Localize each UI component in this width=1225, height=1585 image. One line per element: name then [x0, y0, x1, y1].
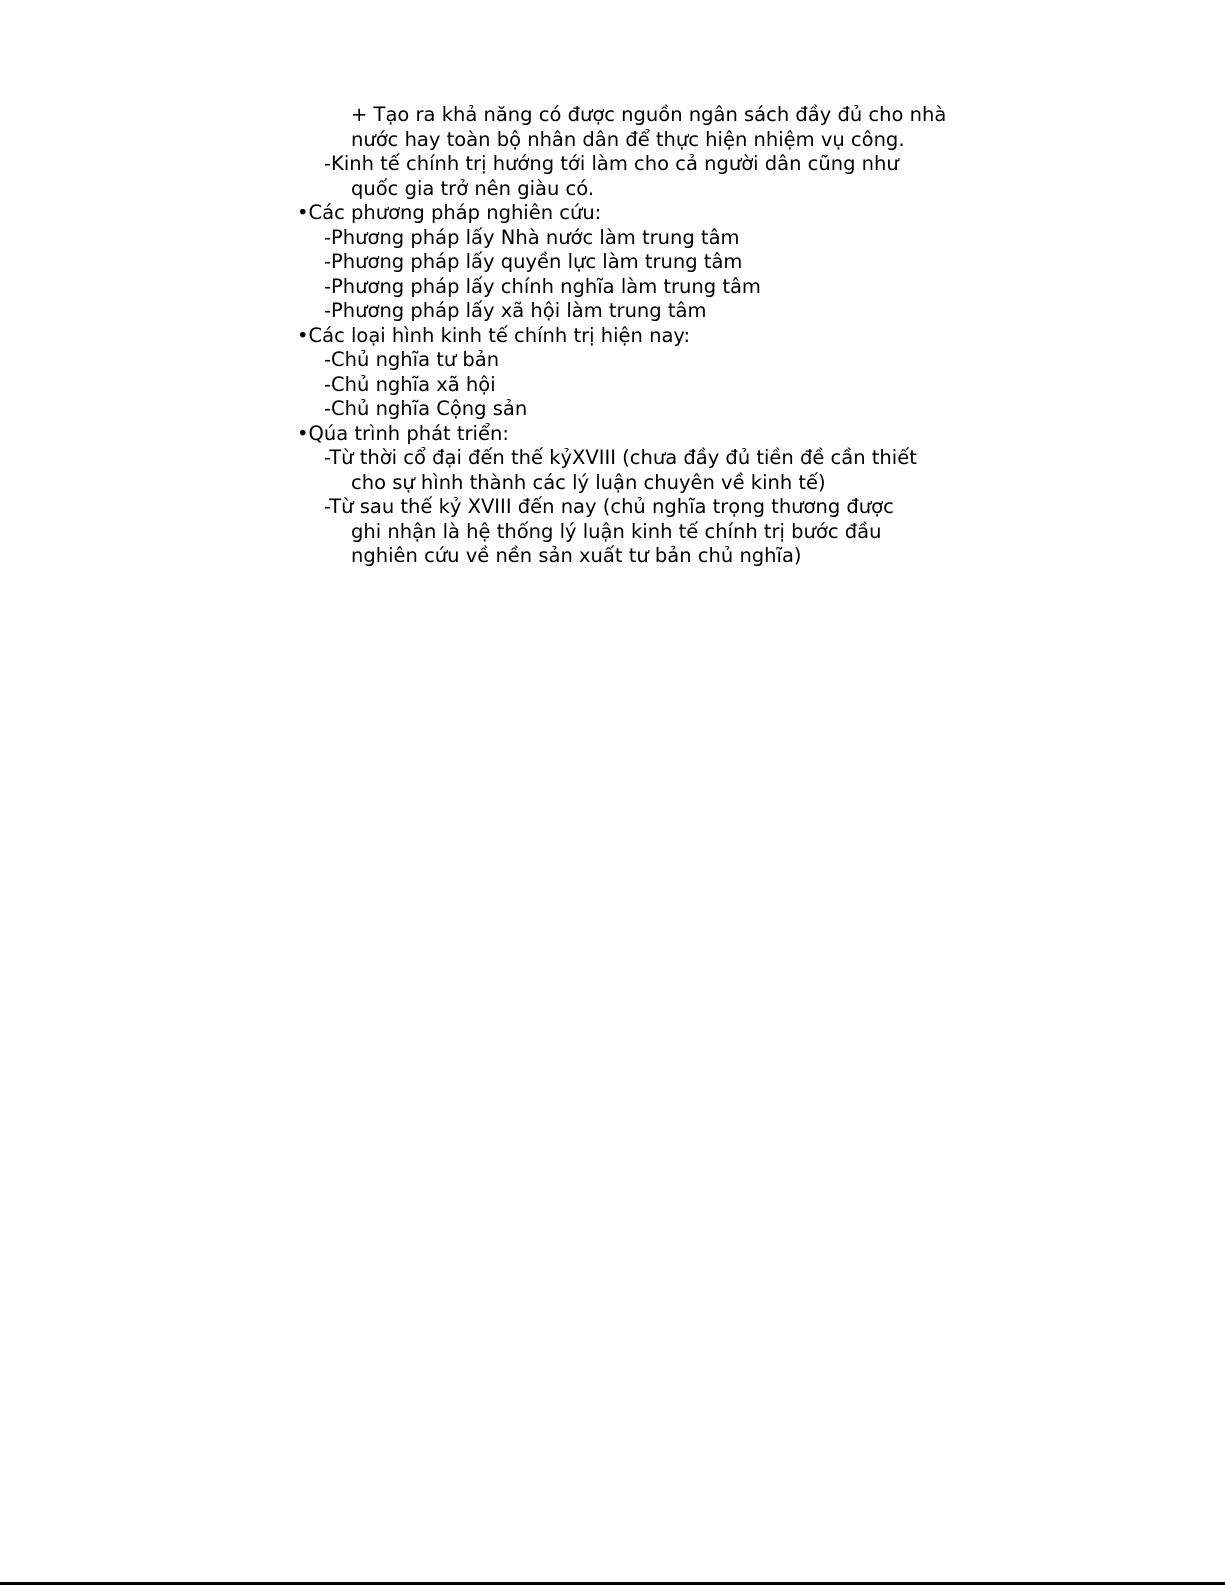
sub-item-line: -Chủ nghĩa xã hội [324, 372, 496, 396]
sub-item-line: -Phương pháp lấy xã hội làm trung tâm [324, 299, 707, 322]
section-heading-methods: •Các phương pháp nghiên cứu: [297, 201, 602, 224]
continuation-line: quốc gia trở nên giàu có. [351, 176, 595, 200]
section-heading-history: •Qúa trình phát triển: [297, 421, 509, 445]
continuation-line: nghiên cứu về nền sản xuất tư bản chủ nghĩa) [351, 544, 802, 567]
sub-item-line: -Kinh tế chính trị hướng tới làm cho cả người dân cũng như [324, 152, 899, 175]
sub-item-line: -Từ thời cổ đại đến thế kỷXVIII (chưa đầy đủ tiền đề cần thiết [324, 446, 917, 469]
sub-item-line: -Chủ nghĩa Cộng sản [324, 397, 528, 420]
sub-item-line: -Phương pháp lấy chính nghĩa làm trung tâm [324, 274, 761, 298]
continuation-line: ghi nhận là hệ thống lý luận kinh tế chính trị bước đầu [351, 519, 882, 543]
document-body [297, 103, 1197, 569]
bullet-text-line: + Tạo ra khả năng có được nguồn ngân sách đầy đủ cho nhà [351, 103, 947, 126]
section-heading-types: •Các loại hình kinh tế chính trị hiện nay: [297, 323, 691, 347]
sub-item-line: -Phương pháp lấy quyền lực làm trung tâm [324, 250, 743, 273]
sub-item-line: -Phương pháp lấy Nhà nước làm trung tâm [324, 225, 740, 249]
continuation-line: cho sự hình thành các lý luận chuyên về kinh tế) [351, 470, 826, 494]
continuation-line: nước hay toàn bộ nhân dân để thực hiện nhiệm vụ công. [351, 127, 905, 151]
sub-item-line: -Từ sau thế kỷ XVIII đến nay (chủ nghĩa trọng thương được [324, 495, 894, 518]
sub-item-line: -Chủ nghĩa tư bản [324, 348, 500, 371]
